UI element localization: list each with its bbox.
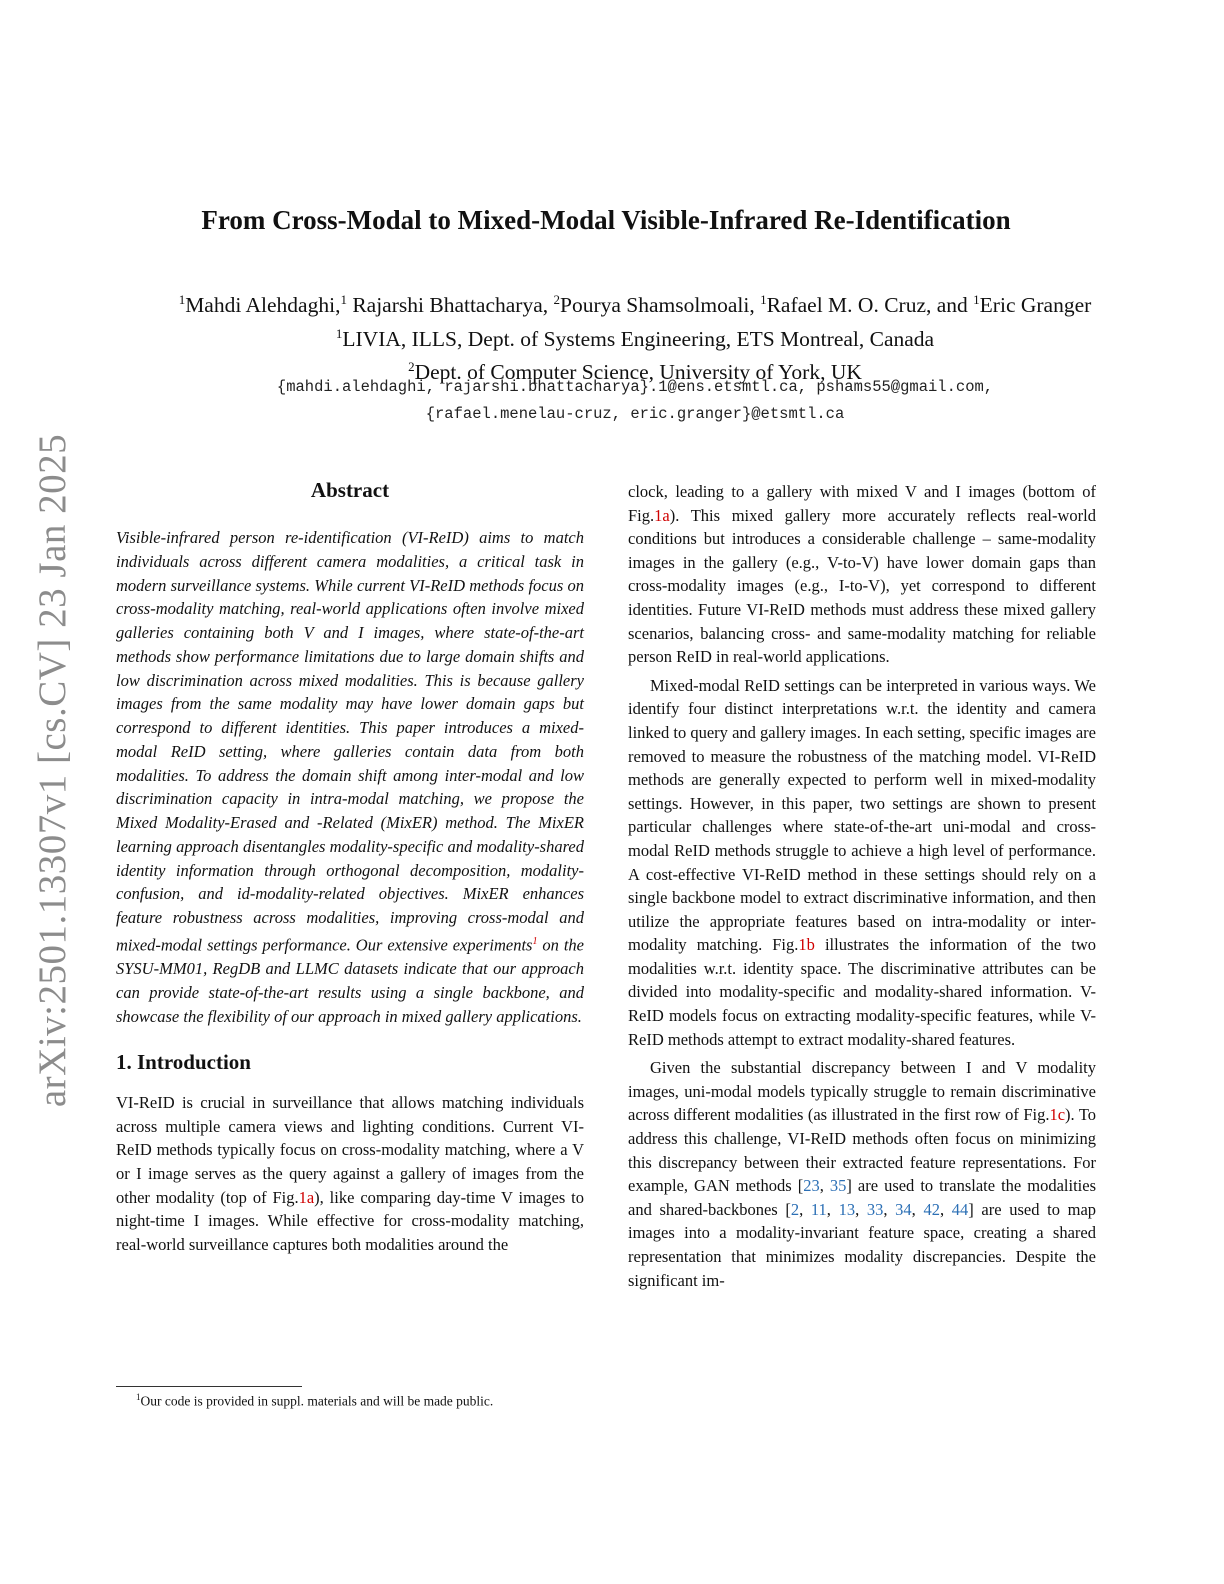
author-2: Rajarshi Bhattacharya, [346,293,554,318]
affiliation-mark: 2 [553,292,561,307]
paragraph-text: ] are used to translate the modalities and shared-backbones [ [628,1176,1097,1219]
paragraph-text: ). To address this challenge, VI-ReID methods often focus on minimizing this discrepancy between their extracted feature representations. For example, GAN methods [ [628,1105,1097,1196]
figure-link[interactable]: 1b [798,935,815,955]
citation-link[interactable]: 11 [810,1199,827,1219]
citation-link[interactable]: 34 [895,1199,912,1219]
footnote [136,1392,493,1410]
right-paragraph-2 [628,674,1096,1052]
citation-separator: , [855,1199,867,1219]
citation-link[interactable]: 42 [923,1199,940,1219]
citation-separator: , [819,1176,830,1196]
citation-separator: , [826,1199,839,1219]
affiliation-mark: 1 [335,325,343,341]
affiliation-text: Dept. of Computer Science, University of York, UK [414,360,862,385]
figure-link[interactable]: 1a [654,505,670,525]
section-heading-introduction: 1. Introduction [116,1050,251,1075]
right-paragraph-3 [628,1056,1096,1292]
paragraph-text: ), like comparing day-time V images to night-time I images. While effective for cross-modality matching, real-world surveillance captures both modalities around the [116,1187,584,1254]
author-5: Eric Granger [979,293,1092,318]
paragraph-text: Given the substantial discrepancy between I and V modality images, uni-modal models typically struggle to remain discriminative across different modalities (as illustrated in the first row of Fig. [628,1058,1096,1125]
citation-separator: , [883,1199,896,1219]
figure-link[interactable]: 1a [298,1187,315,1207]
paragraph-text: clock, leading to a gallery with mixed V and I images (bottom of Fig. [628,482,1096,525]
figure-link[interactable]: 1c [1049,1105,1066,1125]
affiliation-mark: 2 [408,359,415,375]
citation-link[interactable]: 33 [866,1199,884,1219]
citation-link[interactable]: 2 [790,1199,800,1219]
citation-link[interactable]: 23 [803,1176,820,1196]
citation-separator: , [911,1199,924,1219]
citation-separator: , [799,1199,811,1219]
citation-link[interactable]: 13 [838,1199,856,1219]
affiliation-text: LIVIA, ILLS, Dept. of Systems Engineering, ETS Montreal, Canada [342,326,935,351]
affiliation-mark: 1 [178,292,186,307]
author-1: Mahdi Alehdaghi, [185,293,341,318]
author-3: Pourya Shamsolmoali, [560,293,761,318]
paragraph-text: illustrates the information of the two modalities w.r.t. identity space. The discriminative attributes can be divided into modality-specific and modality-shared information. V-ReID models focus on extracting modality-specific features, while V-ReID methods attempt to extract modality-shared features. [628,935,1096,1049]
right-paragraph-1 [628,480,1096,669]
paragraph-text: Mixed-modal ReID settings can be interpreted in various ways. We identify four distinct interpretations w.r.t. the identity and camera linked to query and gallery images. In each setting, specific images are removed to measure the robustness of the matching model. VI-ReID methods are generally expected to perform well in mixed-modality settings. However, in this paper, two settings are shown to present particular challenges where state-of-the-art uni-modal and cross-modal ReID methods struggle to achieve a high level of performance. A cost-effective VI-ReID method in these settings should rely on a single backbone model to extract discriminative information, and then utilize the appropriate features based on intra-modality or inter-modality matching. Fig. [628,675,1096,955]
author-4: Rafael M. O. Cruz, and [766,293,974,318]
footnote-divider [116,1386,302,1387]
abstract-heading: Abstract [310,478,390,502]
intro-paragraph-1 [116,1091,584,1256]
arxiv-sidebar [28,430,78,1110]
email-block [0,374,1224,428]
citation-link[interactable]: 35 [829,1176,847,1196]
affiliation-1 [0,320,1224,354]
abstract-text-part: on the SYSU-MM01, RegDB and LLMC datasets indicate that our approach can provide state-of-the-art results using a single backbone, and showcase the flexibility of our approach in mixed gallery applications. [116,935,584,1026]
right-column [628,480,1096,1292]
footnote-mark: 1 [136,1392,141,1402]
author-block [0,286,1224,387]
footnote-text: Our code is provided in suppl. materials and will be made public. [140,1393,494,1409]
email-line-1: {mahdi.alehdaghi, rajarshi.bhattacharya}.1@ens.etsmtl.ca, pshams55@gmail.com, [276,378,994,396]
affiliation-mark: 1 [760,292,767,307]
email-line-2: {rafael.menelau-cruz, eric.granger}@etsmtl.ca [425,405,845,423]
affiliation-mark: 1 [340,292,347,307]
abstract-text-part: Visible-infrared person re-identification (VI-ReID) aims to match individuals across different camera modalities, a critical task in modern surveillance systems. While current VI-ReID methods focus on cross-modality matching, real-world applications often involve mixed galleries containing both V and I images, where state-of-the-art methods show performance limitations due to large domain shifts and low discrimination across mixed modalities. This is because gallery images from the same modality may have lower domain gaps but correspond to different identities. This paper introduces a mixed-modal ReID setting, where galleries contain data from both modalities. To address the domain shift among inter-modal and low discrimination capacity in intra-modal matching, we propose the Mixed Modality-Erased and -Related (MixER) method. The MixER learning approach disentangles modality-specific and modality-shared identity information through orthogonal decomposition, modality-confusion, and id-modality-related objectives. MixER enhances feature robustness across modalities, improving cross-modal and mixed-modal settings performance. Our extensive experiments [116,528,584,955]
arxiv-identifier: arXiv:2501.13307v1 [cs.CV] 23 Jan 2025 [31,433,75,1107]
paper-title: From Cross-Modal to Mixed-Modal Visible-Infrared Re-Identification [201,205,1011,235]
citation-link[interactable]: 44 [951,1199,969,1219]
left-column [116,478,584,1256]
paragraph-text: ] are used to map images into a modality-invariant feature space, creating a shared representation that minimizes modality discrepancies. Despite the significant im- [628,1199,1097,1290]
citation-separator: , [939,1199,952,1219]
paragraph-text: ). This mixed gallery more accurately reflects real-world conditions but introduces a considerable challenge – same-modality images in the gallery (e.g., V-to-V) have lower domain gaps than cross-modality images (e.g., I-to-V), yet correspond to different identities. Future VI-ReID methods must address these mixed gallery scenarios, balancing cross- and same-modality matching for reliable person ReID in real-world applications. [628,505,1096,667]
affiliation-mark: 1 [973,292,980,307]
paragraph-text: VI-ReID is crucial in surveillance that allows matching individuals across multiple camera views and lighting conditions. Current VI-ReID methods typically focus on cross-modality matching, where a V or I image serves as the query against a gallery of images from the other modality (top of Fig. [116,1093,584,1207]
author-list [0,286,1224,320]
abstract-text [116,526,584,1028]
footnote-link[interactable]: 1 [532,935,538,947]
